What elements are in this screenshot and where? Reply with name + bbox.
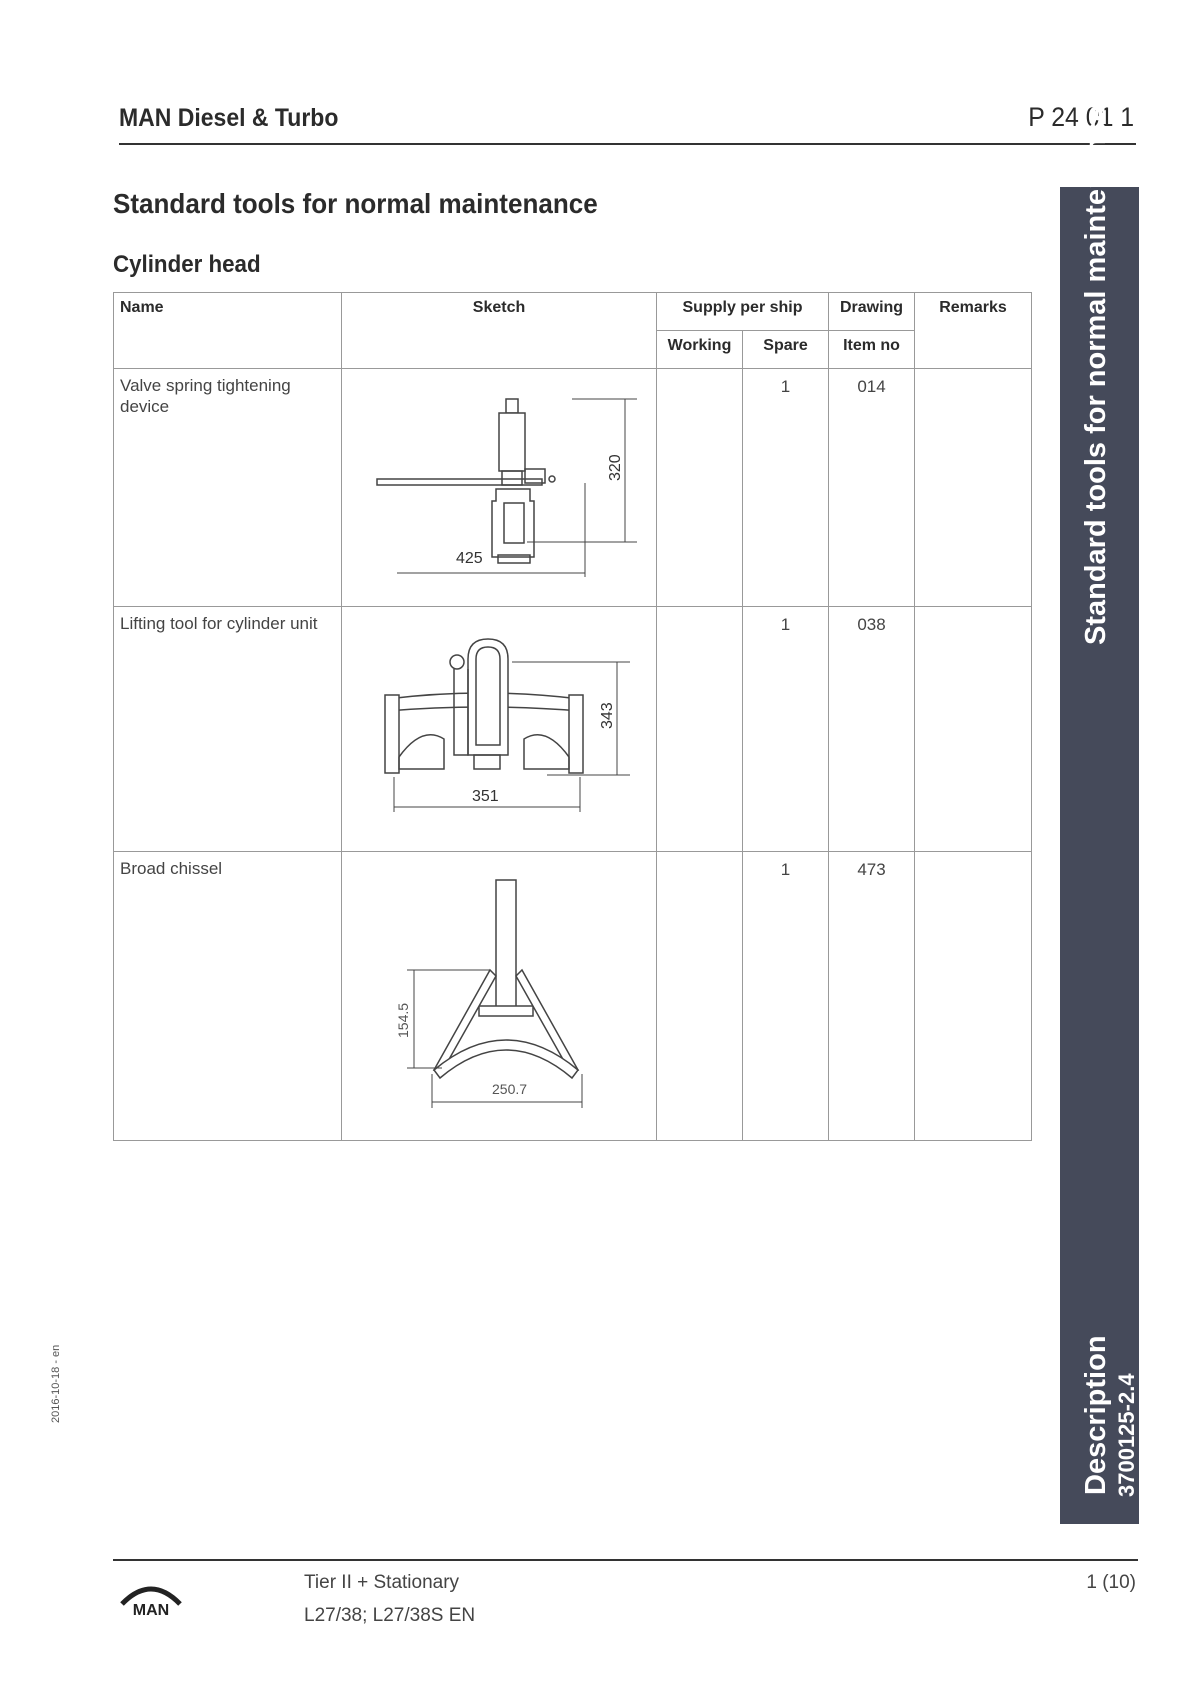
footer-line1: Tier II + Stationary — [304, 1572, 460, 1593]
header-remarks: Remarks — [915, 293, 1032, 369]
man-logo — [118, 1580, 184, 1620]
table-row — [114, 607, 1032, 852]
working-qty — [657, 852, 743, 1141]
item-no: 038 — [829, 607, 915, 852]
dimension-height: 154.5 — [395, 1002, 411, 1038]
footer-line2: L27/38; L27/38S EN — [304, 1605, 476, 1626]
footer-rule — [113, 1559, 1138, 1561]
remarks — [915, 852, 1032, 1141]
spare-qty: 1 — [743, 369, 829, 607]
logo-text: MAN — [132, 1602, 170, 1619]
spare-qty: 1 — [743, 607, 829, 852]
remarks — [915, 369, 1032, 607]
header-supply: Supply per ship — [657, 293, 829, 331]
header-working: Working — [657, 331, 743, 369]
sidebar-category: Description — [1080, 1335, 1112, 1495]
item-no: 014 — [829, 369, 915, 607]
spare-qty: 1 — [743, 852, 829, 1141]
item-no: 473 — [829, 852, 915, 1141]
header-rule — [119, 143, 1136, 145]
sidebar-doc-number: 3700125-2.4 — [1114, 1373, 1139, 1497]
dimension-width: 425 — [456, 550, 483, 567]
section-title: Cylinder head — [113, 251, 261, 278]
tool-sketch — [342, 852, 657, 1141]
header-name: Name — [114, 293, 342, 369]
working-qty — [657, 369, 743, 607]
header-spare: Spare — [743, 331, 829, 369]
header-drawing: Drawing — [829, 293, 915, 331]
tool-sketch — [342, 369, 657, 607]
page-title: Standard tools for normal maintenance — [113, 188, 598, 219]
remarks — [915, 607, 1032, 852]
working-qty — [657, 607, 743, 852]
tools-table — [113, 292, 1032, 1141]
header-item-no: Item no — [829, 331, 915, 369]
document-code: P 24 01 1 — [1028, 102, 1134, 132]
tool-name: Broad chissel — [114, 852, 342, 1141]
company-name: MAN Diesel & Turbo — [119, 104, 339, 132]
dimension-height: 320 — [607, 454, 624, 481]
broad-chissel-drawing — [342, 852, 657, 1139]
table-row — [114, 852, 1032, 1141]
tool-name: Lifting tool for cylinder unit — [114, 607, 342, 852]
tool-name: Valve spring tightening device — [114, 369, 342, 607]
header-sketch: Sketch — [342, 293, 657, 369]
tool-sketch — [342, 607, 657, 852]
valve-spring-device-drawing — [342, 369, 657, 605]
dimension-width: 250.7 — [492, 1081, 528, 1097]
dimension-width: 351 — [472, 788, 499, 805]
sidebar-title: Standard tools for normal maintenance — [1080, 105, 1112, 645]
dimension-height: 343 — [599, 702, 616, 729]
lifting-tool-drawing — [342, 607, 657, 850]
page-number: 1 (10) — [1086, 1572, 1136, 1593]
margin-date: 2016-10-18 - en — [50, 1344, 62, 1423]
table-row — [114, 369, 1032, 607]
